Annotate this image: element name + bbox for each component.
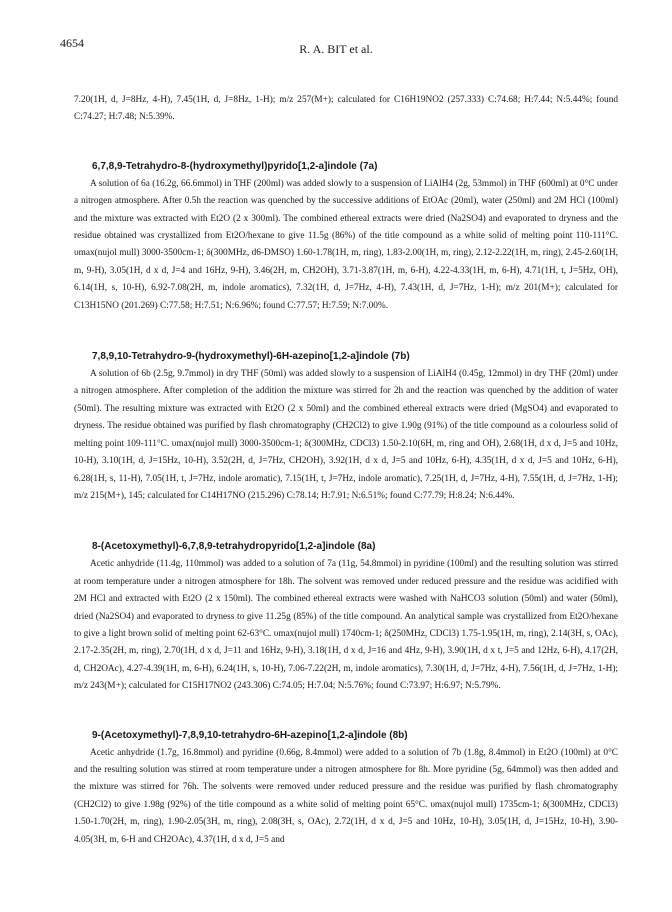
page-number: 4654 <box>60 36 84 50</box>
section-heading: 7,8,9,10-Tetrahydro-9-(hydroxymethyl)-6H-azepino[1,2-a]indole (7b) <box>92 351 410 363</box>
section-paragraph: Acetic anhydride (11.4g, 110mmol) was added to a solution of 7a (11g, 54.8mmol) in pyridine (100ml) and the resulting solution was stirred at room temperature under a nitrogen atmosphere for 18h. The solvent was removed under reduced pressure and the residue was acidified with 2M HCl and extracted with Et2O (2 x 150ml). The combined ethereal extracts were washed with NaHCO3 solution (50ml) and water (50ml), dried (Na2SO4) and evaporated to dryness to give 11.25g (85%) of the title compound. An analytical sample was crystallized from Et2O/hexane to give a light brown solid of melting point 62-63°C. υmax(nujol mull) 1740cm-1; δ(250MHz, CDCl3) 1.75-1.95(1H, m, ring), 2.14(3H, s, OAc), 2.17-2.35(2H, m, ring), 2.70(1H, d x d, J=11 and 16Hz, 9-H), 3.18(1H, d x d, J=16 and 4Hz, 9-H), 3.90(1H, d x t, J=5 and 12Hz, 6-H), 4.17(2H, d, CH2OAc), 4.27-4.39(1H, m, 6-H), 6.24(1H, s, 10-H), 7.06-7.22(2H, m, indole aromatics), 7.30(1H, d, J=7Hz, 4-H), 7.56(1H, d, J=7Hz, 1-H); m/z 243(M+); calculated for C15H17NO2 (243.306) C:74.05; H:7.04; N:5.76%; found C:73.97; H:6.97; N:5.79%. <box>74 559 618 692</box>
section-paragraph: Acetic anhydride (1.7g, 16.8mmol) and pyridine (0.66g, 8.4mmol) were added to a solution of 7b (1.8g, 8.4mmol) in Et2O (100ml) at 0°C and the resulting solution was stirred at room temperature under a nitrogen atmosphere for 8h. More pyridine (5g, 64mmol) was then added and the mixture was stirred for 76h. The solvents were removed under reduced pressure and the residue was purified by flash chromatography (CH2Cl2) to give 1.98g (92%) of the title compound as a white solid of melting point 65°C. υmax(nujol mull) 1735cm-1; δ(300MHz, CDCl3) 1.50-1.70(2H, m, ring), 1.90-2.05(3H, m, ring), 2.08(3H, s, OAc), 2.72(1H, d x d, J=5 and 10Hz, 10-H), 3.05(1H, d, J=15Hz, 10-H), 3.90-4.05(3H, m, 6-H and CH2OAc), 4.37(1H, d x d, J=5 and <box>74 747 618 845</box>
section-8a <box>74 541 618 695</box>
section-paragraph: A solution of 6a (16.2g, 66.6mmol) in THF (200ml) was added slowly to a suspension of LiAlH4 (2g, 53mmol) in THF (600ml) at 0°C under a nitrogen atmosphere. After 0.5h the reaction was quenched by the successive additions of EtOAc (20ml), water (250ml) and 2M HCl (100ml) and the mixture was extracted with Et2O (2 x 300ml). The combined ethereal extracts were dried (Na2SO4) and evaporated to dryness and the residue obtained was crystallized from Et2O/hexane to give 11.5g (86%) of the title compound as a white solid of melting point 110-111°C. υmax(nujol mull) 3000-3500cm-1; δ(300MHz, d6-DMSO) 1.60-1.78(1H, m, ring), 1.83-2.00(1H, m, ring), 2.12-2.22(1H, m, ring), 2.45-2.60(1H, m, 9-H), 3.05(1H, d x d, J=4 and 16Hz, 9-H), 3.46(2H, m, CH2OH), 3.71-3.87(1H, m, 6-H), 4.22-4.33(1H, m, 6-H), 4.71(1H, t, J=5Hz, OH), 6.14(1H, s, 10-H), 6.92-7.08(2H, m, indole aromatics), 7.32(1H, d, J=7Hz, 4-H), 7.43(1H, d, J=7Hz, 1-H); m/z 201(M+); calculated for C13H15NO (201.269) C:77.58; H:7.51; N:6.96%; found C:77.57; H:7.59; N:7.00%. <box>74 178 618 311</box>
section-8b <box>74 730 618 849</box>
section-heading: 8-(Acetoxymethyl)-6,7,8,9-tetrahydropyrido[1,2-a]indole (8a) <box>92 541 376 553</box>
section-heading: 6,7,8,9-Tetrahydro-8-(hydroxymethyl)pyrido[1,2-a]indole (7a) <box>92 160 378 172</box>
continued-paragraph: 7.20(1H, d, J=8Hz, 4-H), 7.45(1H, d, J=8Hz, 1-H); m/z 257(M+); calculated for C16H19NO2 (257.333) C:74.68; H:7.44; N:5.44%; found C:74.27; H:7.48; N:5.39%. <box>74 95 618 123</box>
section-paragraph: A solution of 6b (2.5g, 9.7mmol) in dry THF (50ml) was added slowly to a suspension of LiAlH4 (0.45g, 12mmol) in dry THF (20ml) under a nitrogen atmosphere. After completion of the addition the mixture was stirred for 2h and the reaction was quenched by the addition of water (50ml). The resulting mixture was extracted with Et2O (2 x 50ml) and the combined ethereal extracts were dried (MgSO4) and evaporated to dryness. The residue obtained was purified by flash chromatography (CH2Cl2) to give 1.90g (91%) of the title compound as a colourless solid of melting point 109-111°C. υmax(nujol mull) 3000-3500cm-1; δ(300MHz, CDCl3) 1.50-2.10(6H, m, ring and OH), 2.68(1H, d x d, J=5 and 10Hz, 10-H), 3.10(1H, d, J=15Hz, 10-H), 3.52(2H, d, J=7Hz, CH2OH), 3.92(1H, d x d, J=5 and 10Hz, 6-H), 4.35(1H, d x d, J=5 and 10Hz, 6-H), 6.28(1H, s, 11-H), 7.05(1H, t, J=7Hz, indole aromatic), 7.15(1H, t, J=7Hz, indole aromatic), 7.25(1H, d, J=7Hz, 4-H), 7.55(1H, d, J=7Hz, 1-H); m/z 215(M+), 145; calculated for C14H17NO (215.296) C:78.14; H:7.91; N:6.51%; found C:77.79; H:8.24; N:6.44%. <box>74 369 618 501</box>
section-7b <box>74 351 618 505</box>
article-body <box>74 92 618 849</box>
section-heading: 9-(Acetoxymethyl)-7,8,9,10-tetrahydro-6H-azepino[1,2-a]indole (8b) <box>92 729 408 741</box>
section-7a <box>74 161 618 315</box>
running-head: R. A. BIT et al. <box>299 42 373 56</box>
